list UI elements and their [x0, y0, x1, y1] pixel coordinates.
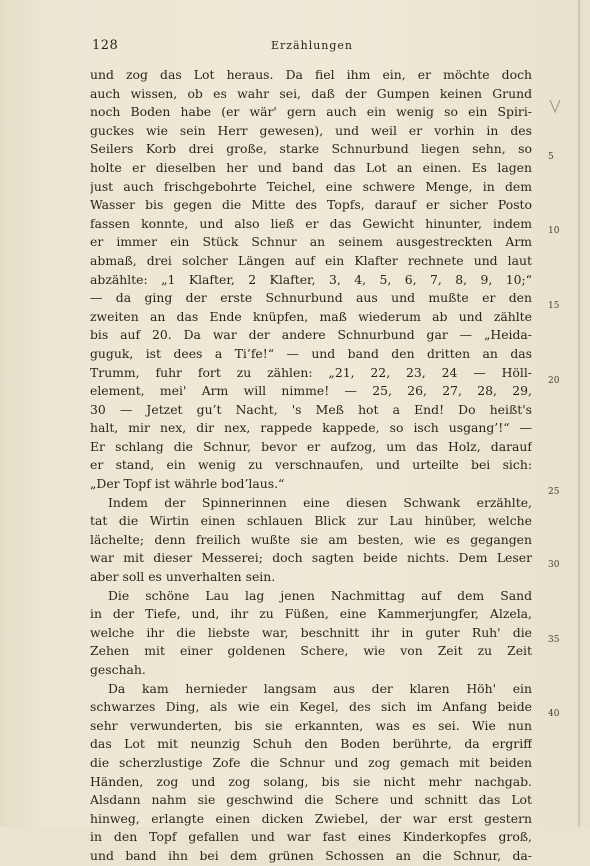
text-line: und zog das Lot heraus. Da fiel ihm ein, er möchte doch	[90, 67, 532, 82]
text-line: noch Boden habe (er wär' gern auch ein wenig so ein Spiri-	[90, 104, 532, 120]
text-line: war mit dieser Messerei; doch sagten beide nichts. Dem Leser	[90, 550, 532, 566]
text-line: auch wissen, ob es wahr sei, daß der Gumpen keinen Grund	[90, 85, 532, 101]
text-line: und band ihn bei dem grünen Schossen an die Schnur, da-	[90, 847, 532, 863]
text-line: zweiten an das Ende knüpfen, maß wiederum ab und zählte	[90, 308, 532, 324]
text-line: Trumm, fuhr fort zu zählen: „21, 22, 23, 24 — Höll-	[90, 364, 532, 380]
text-line: „Der Topf ist währle bod’laus.“	[90, 476, 285, 492]
text-line: Alsdann nahm sie geschwind die Schere und schnitt das Lot	[90, 792, 532, 808]
text-line: hinweg, erlangte einen dicken Zwiebel, der war erst gestern	[90, 810, 532, 826]
line-number: 30	[548, 560, 560, 570]
text-line: in der Tiefe, und, ihr zu Füßen, eine Kammerjungfer, Alzela,	[90, 606, 532, 622]
text-line: guckes wie sein Herr gewesen), und weil er vorhin in des	[90, 122, 532, 138]
text-line: aber soll es unverhalten sein.	[90, 569, 276, 585]
line-number: 5	[548, 152, 554, 162]
text-line: lächelte; denn freilich wußte sie am besten, wie es gegangen	[90, 531, 532, 547]
line-number: 35	[548, 635, 560, 645]
text-line: er stand, ein wenig zu verschnaufen, und urteilte bei sich:	[90, 457, 532, 473]
text-line: tat die Wirtin einen schlauen Blick zur Lau hinüber, welche	[90, 513, 532, 529]
text-line: Indem der Spinnerinnen eine diesen Schwank erzählte,	[108, 494, 532, 510]
text-line: just auch frischgebohrte Teichel, eine schwere Menge, in dem	[90, 178, 532, 194]
text-line: Seilers Korb drei große, starke Schnurbund liegen sehn, so	[90, 141, 532, 157]
text-line: Händen, zog und zog solang, bis sie nicht mehr nachgab.	[90, 773, 532, 789]
text-line: geschah.	[90, 662, 146, 677]
text-line: in den Topf gefallen und war fast eines Kinderkopfes groß,	[90, 829, 532, 845]
text-line: bis auf 20. Da war der andere Schnurbund gar — „Heida-	[90, 327, 532, 343]
running-title: Erzählungen	[270, 39, 354, 52]
text-line: abzählte: „1 Klafter, 2 Klafter, 3, 4, 5, 6, 7, 8, 9, 10;“	[90, 271, 532, 287]
text-line: Da kam hernieder langsam aus der klaren Höh' ein	[108, 680, 532, 696]
text-line: fassen konnte, und also ließ er das Gewicht hinunter, indem	[90, 215, 532, 231]
line-number: 20	[548, 376, 560, 386]
text-line: Zehen mit einer goldenen Schere, wie von Zeit zu Zeit	[90, 643, 532, 659]
text-line: er immer ein Stück Schnur an seinem ausgestreckten Arm	[90, 234, 532, 250]
text-line: guguk, ist dees a Ti’fe!“ — und band den dritten an das	[90, 345, 532, 361]
text-line: Wasser bis gegen die Mitte des Topfs, darauf er sicher Posto	[90, 197, 532, 213]
text-line: Er schlang die Schnur, bevor er aufzog, um das Holz, darauf	[90, 438, 532, 454]
text-line: das Lot mit neunzig Schuh den Boden berührte, da ergriff	[90, 736, 532, 752]
text-line: element, mei' Arm will nimme! — 25, 26, 27, 28, 29,	[90, 383, 532, 399]
line-number: 10	[548, 226, 560, 236]
text-line: Die schöne Lau lag jenen Nachmittag auf dem Sand	[108, 587, 532, 603]
text-line: schwarzes Ding, als wie ein Kegel, des sich im Anfang beide	[90, 699, 532, 715]
line-number: 15	[548, 301, 560, 311]
text-line: die scherzlustige Zofe die Schnur und zog gemach mit beiden	[90, 754, 532, 770]
text-line: sehr verwunderten, bis sie erkannten, was es sei. Wie nun	[90, 717, 532, 733]
text-line: abmaß, drei solcher Längen auf ein Klafter rechnete und laut	[90, 252, 532, 268]
text-line: — da ging der erste Schnurbund aus und mußte er den	[90, 290, 532, 306]
line-number: 25	[548, 487, 560, 497]
text-line: welche ihr die liebste war, beschnitt ihr in guter Ruh' die	[90, 624, 532, 640]
text-line: 30 — Jetzet gu’t Nacht, 's Meß hot a End! Do heißt's	[90, 401, 532, 417]
page-number: 128	[92, 38, 119, 53]
text-line: halt, mir nex, dir nex, rappede kappede, so isch usgang’!“ —	[90, 420, 532, 436]
line-number: 40	[548, 709, 560, 719]
text-line: holte er dieselben her und band das Lot an einen. Es lagen	[90, 159, 532, 175]
